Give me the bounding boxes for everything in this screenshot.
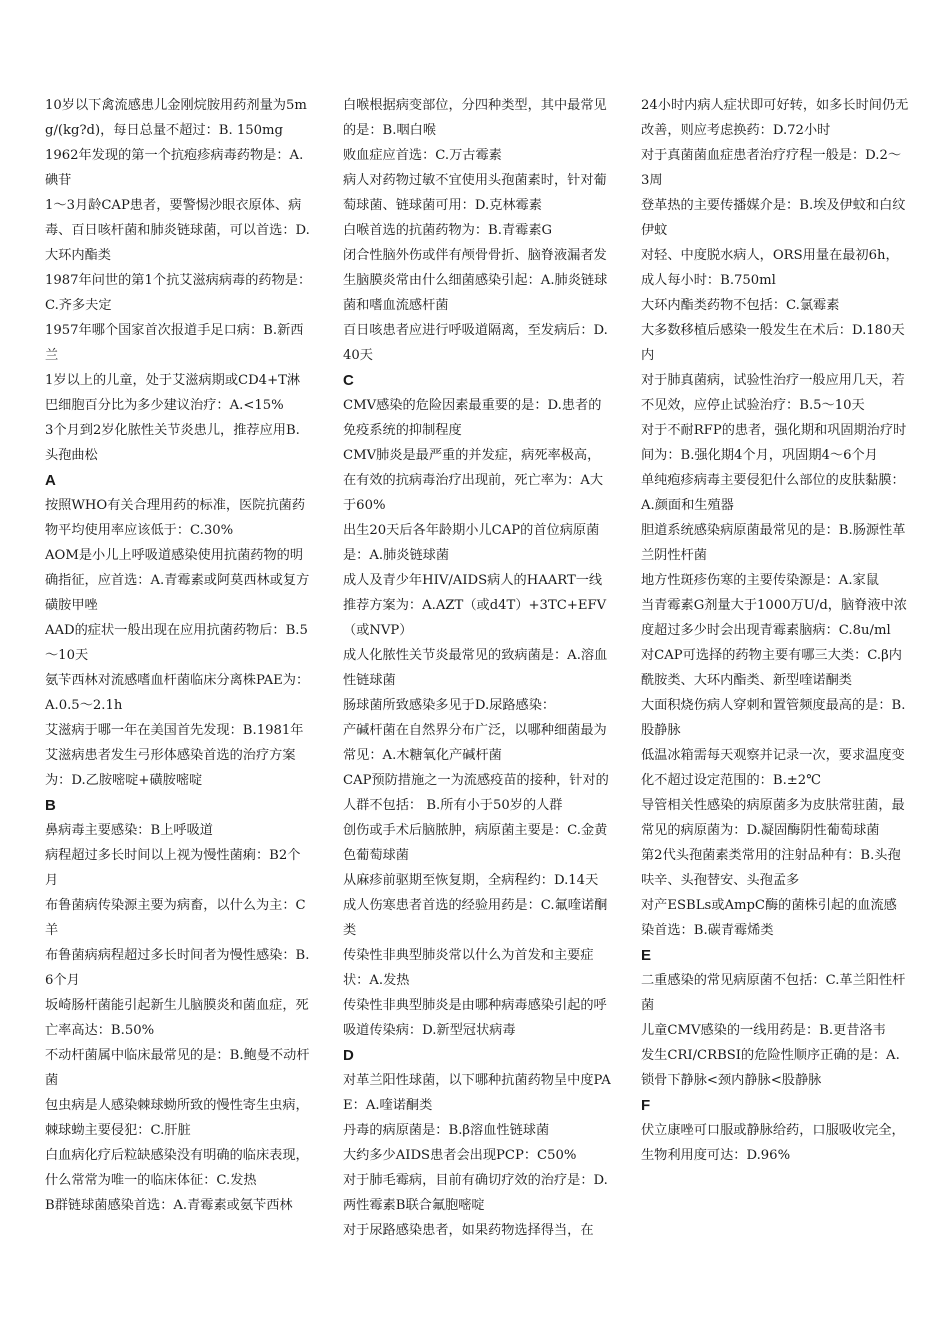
question-entry: 对轻、中度脱水病人，ORS用量在最初6h，成人每小时：B.750ml <box>641 248 899 288</box>
question-entry: 闭合性脑外伤或伴有颅骨骨折、脑脊液漏者发生脑膜炎常由什么细菌感染引起：A.肺炎链球菌和嗜血流感杆菌 <box>343 248 608 313</box>
question-entry: 对于尿路感染患者，如果药物选择得当，在 <box>343 1223 594 1238</box>
column-1 <box>45 93 313 1218</box>
question-entry: 成人及青少年HIV/AIDS病人的HAART一线推荐方案为：A.AZT（或d4T）+3TC+EFV（或NVP） <box>343 573 607 638</box>
question-entry: 伏立康唑可口服或静脉给药，口服吸收完全，生物利用度可达：D.96% <box>641 1123 905 1163</box>
question-entry: 对CAP可选择的药物主要有哪三大类：C.β内酰胺类、大环内酯类、新型喹诺酮类 <box>641 648 902 688</box>
section-letter-heading: C <box>343 372 354 389</box>
question-entry: 坂崎肠杆菌能引起新生儿脑膜炎和菌血症，死亡率高达：B.50% <box>45 998 309 1038</box>
question-entry: 对产ESBLs或AmpC酶的菌株引起的血流感染首选：B.碳青霉烯类 <box>641 898 897 938</box>
question-entry: 10岁以下禽流感患儿金刚烷胺用药剂量为5mg/(kg?d)，每日总量不超过：B. 150mg <box>45 98 307 138</box>
question-entry: 对革兰阳性球菌，以下哪种抗菌药物呈中度PAE：A.喹诺酮类 <box>343 1073 611 1113</box>
question-entry: 3个月到2岁化脓性关节炎患儿，推荐应用B.头孢曲松 <box>45 423 300 463</box>
question-entry: 丹毒的病原菌是：B.β溶血性链球菌 <box>343 1123 550 1138</box>
question-entry: 白喉根据病变部位，分四种类型，其中最常见的是：B.咽白喉 <box>343 98 607 138</box>
section-letter-heading: F <box>641 1097 651 1114</box>
question-entry: CAP预防措施之一为流感疫苗的接种，针对的人群不包括： B.所有小于50岁的人群 <box>343 773 609 813</box>
question-entry: 单纯疱疹病毒主要侵犯什么部位的皮肤黏膜：A.颜面和生殖器 <box>641 473 905 513</box>
question-entry: 导管相关性感染的病原菌多为皮肤常驻菌，最常见的病原菌为：D.凝固酶阴性葡萄球菌 <box>641 798 905 838</box>
question-entry: AOM是小儿上呼吸道感染使用抗菌药物的明确指征，应首选：A.青霉素或阿莫西林或复方磺胺甲唑 <box>45 548 310 613</box>
question-entry: 艾滋病患者发生弓形体感染首选的治疗方案为：D.乙胺嘧啶+磺胺嘧啶 <box>45 748 296 788</box>
section-letter-heading: B <box>45 797 56 814</box>
question-entry: 布鲁菌病病程超过多长时间者为慢性感染：B.6个月 <box>45 948 310 988</box>
question-entry: 登革热的主要传播媒介是：B.埃及伊蚊和白纹伊蚊 <box>641 198 906 238</box>
question-entry: 成人化脓性关节炎最常见的致病菌是：A.溶血性链球菌 <box>343 648 608 688</box>
section-letter-heading: A <box>45 472 56 489</box>
question-entry: 按照WHO有关合理用药的标准，医院抗菌药物平均使用率应该低于：C.30% <box>45 498 306 538</box>
question-entry: 24小时内病人症状即可好转，如多长时间仍无改善，则应考虑换药：D.72小时 <box>641 98 909 138</box>
question-entry: 出生20天后各年龄期小儿CAP的首位病原菌是：A.肺炎链球菌 <box>343 523 600 563</box>
column-3 <box>641 93 909 1168</box>
question-entry: 百日咳患者应进行呼吸道隔离，至发病后：D.40天 <box>343 323 608 363</box>
question-entry: 败血症应首选：C.万古霉素 <box>343 148 502 163</box>
question-entry: 传染性非典型肺炎是由哪种病毒感染引起的呼吸道传染病：D.新型冠状病毒 <box>343 998 607 1038</box>
question-entry: 从麻疹前驱期至恢复期，全病程约：D.14天 <box>343 873 599 888</box>
question-entry: 1987年问世的第1个抗艾滋病病毒的药物是：C.齐多夫定 <box>45 273 312 313</box>
section-letter-heading: E <box>641 947 652 964</box>
question-entry: 1962年发现的第一个抗疱疹病毒药物是：A.碘苷 <box>45 148 304 188</box>
question-entry: 产碱杆菌在自然界分布广泛，以哪种细菌最为常见：A.木糖氧化产碱杆菌 <box>343 723 607 763</box>
question-entry: CMV肺炎是最严重的并发症，病死率极高，在有效的抗病毒治疗出现前，死亡率为：A大于60% <box>343 448 604 513</box>
question-entry: 对于不耐RFP的患者，强化期和巩固期治疗时间为：B.强化期4个月，巩固期4～6个月 <box>641 423 907 463</box>
question-entry: 二重感染的常见病原菌不包括：C.革兰阳性杆菌 <box>641 973 906 1013</box>
question-entry: 儿童CMV感染的一线用药是：B.更昔洛韦 <box>641 1023 886 1038</box>
question-entry: 第2代头孢菌素类常用的注射品种有：B.头孢呋辛、头孢替安、头孢孟多 <box>641 848 901 888</box>
question-entry: 对于真菌菌血症患者治疗疗程一般是：D.2～3周 <box>641 148 902 188</box>
question-entry: 成人伤寒患者首选的经验用药是：C.氟喹诺酮类 <box>343 898 608 938</box>
question-entry: 对于肺真菌病，试验性治疗一般应用几天，若不见效，应停止试验治疗：B.5～10天 <box>641 373 905 413</box>
question-entry: 地方性斑疹伤寒的主要传染源是：A.家鼠 <box>641 573 879 588</box>
question-entry: 不动杆菌属中临床最常见的是：B.鲍曼不动杆菌 <box>45 1048 310 1088</box>
question-entry: 发生CRI/CRBSI的危险性顺序正确的是：A.锁骨下静脉<颈内静脉<股静脉 <box>641 1048 900 1088</box>
question-entry: 白喉首选的抗菌药物为：B.青霉素G <box>343 223 553 238</box>
question-entry: CMV感染的危险因素最重要的是：D.患者的免疫系统的抑制程度 <box>343 398 602 438</box>
question-entry: 病人对药物过敏不宜使用头孢菌素时，针对葡萄球菌、链球菌可用：D.克林霉素 <box>343 173 607 213</box>
question-entry: 病程超过多长时间以上视为慢性菌痢：B2个月 <box>45 848 301 888</box>
question-entry: 创伤或手术后脑脓肿，病原菌主要是：C.金黄色葡萄球菌 <box>343 823 608 863</box>
column-2 <box>343 93 611 1243</box>
question-entry: 低温冰箱需每天观察并记录一次，要求温度变化不超过设定范围的：B.±2℃ <box>641 748 905 788</box>
question-entry: 大约多少AIDS患者会出现PCP：C50% <box>343 1148 577 1163</box>
question-entry: 艾滋病于哪一年在美国首先发现：B.1981年 <box>45 723 304 738</box>
question-entry: 传染性非典型肺炎常以什么为首发和主要症状：A.发热 <box>343 948 594 988</box>
section-letter-heading: D <box>343 1047 354 1064</box>
question-entry: AAD的症状一般出现在应用抗菌药物后：B.5～10天 <box>45 623 308 663</box>
question-entry: 1岁以上的儿童，处于艾滋病期或CD4+T淋巴细胞百分比为多少建议治疗：A.<15% <box>45 373 301 413</box>
question-entry: 布鲁菌病传染源主要为病畜，以什么为主：C羊 <box>45 898 306 938</box>
question-entry: 当青霉素G剂量大于1000万U/d，脑脊液中浓度超过多少时会出现青霉素脑病：C.8u/ml <box>641 598 907 638</box>
question-entry: 1～3月龄CAP患者，要警惕沙眼衣原体、病毒、百日咳杆菌和肺炎链球菌，可以首选：D.大环内酯类 <box>45 198 310 263</box>
question-entry: 包虫病是人感染棘球蚴所致的慢性寄生虫病，棘球蚴主要侵犯：C.肝脏 <box>45 1098 309 1138</box>
question-entry: 氨苄西林对流感嗜血杆菌临床分离株PAE为：A.0.5～2.1h <box>45 673 310 713</box>
question-entry: 大面积烧伤病人穿刺和置管频度最高的是：B.股静脉 <box>641 698 906 738</box>
question-entry: 肠球菌所致感染多见于D.尿路感染： <box>343 698 556 713</box>
question-entry: B群链球菌感染首选：A.青霉素或氨苄西林 <box>45 1198 293 1213</box>
question-entry: 1957年哪个国家首次报道手足口病：B.新西兰 <box>45 323 304 363</box>
question-entry: 胆道系统感染病原菌最常见的是：B.肠源性革兰阴性杆菌 <box>641 523 906 563</box>
question-entry: 鼻病毒主要感染：B上呼吸道 <box>45 823 213 838</box>
question-entry: 大多数移植后感染一般发生在术后：D.180天内 <box>641 323 905 363</box>
question-entry: 大环内酯类药物不包括：C.氯霉素 <box>641 298 840 313</box>
question-entry: 白血病化疗后粒缺感染没有明确的临床表现，什么常常为唯一的临床体征：C.发热 <box>45 1148 309 1188</box>
question-entry: 对于肺毛霉病，目前有确切疗效的治疗是：D.两性霉素B联合氟胞嘧啶 <box>343 1173 608 1213</box>
